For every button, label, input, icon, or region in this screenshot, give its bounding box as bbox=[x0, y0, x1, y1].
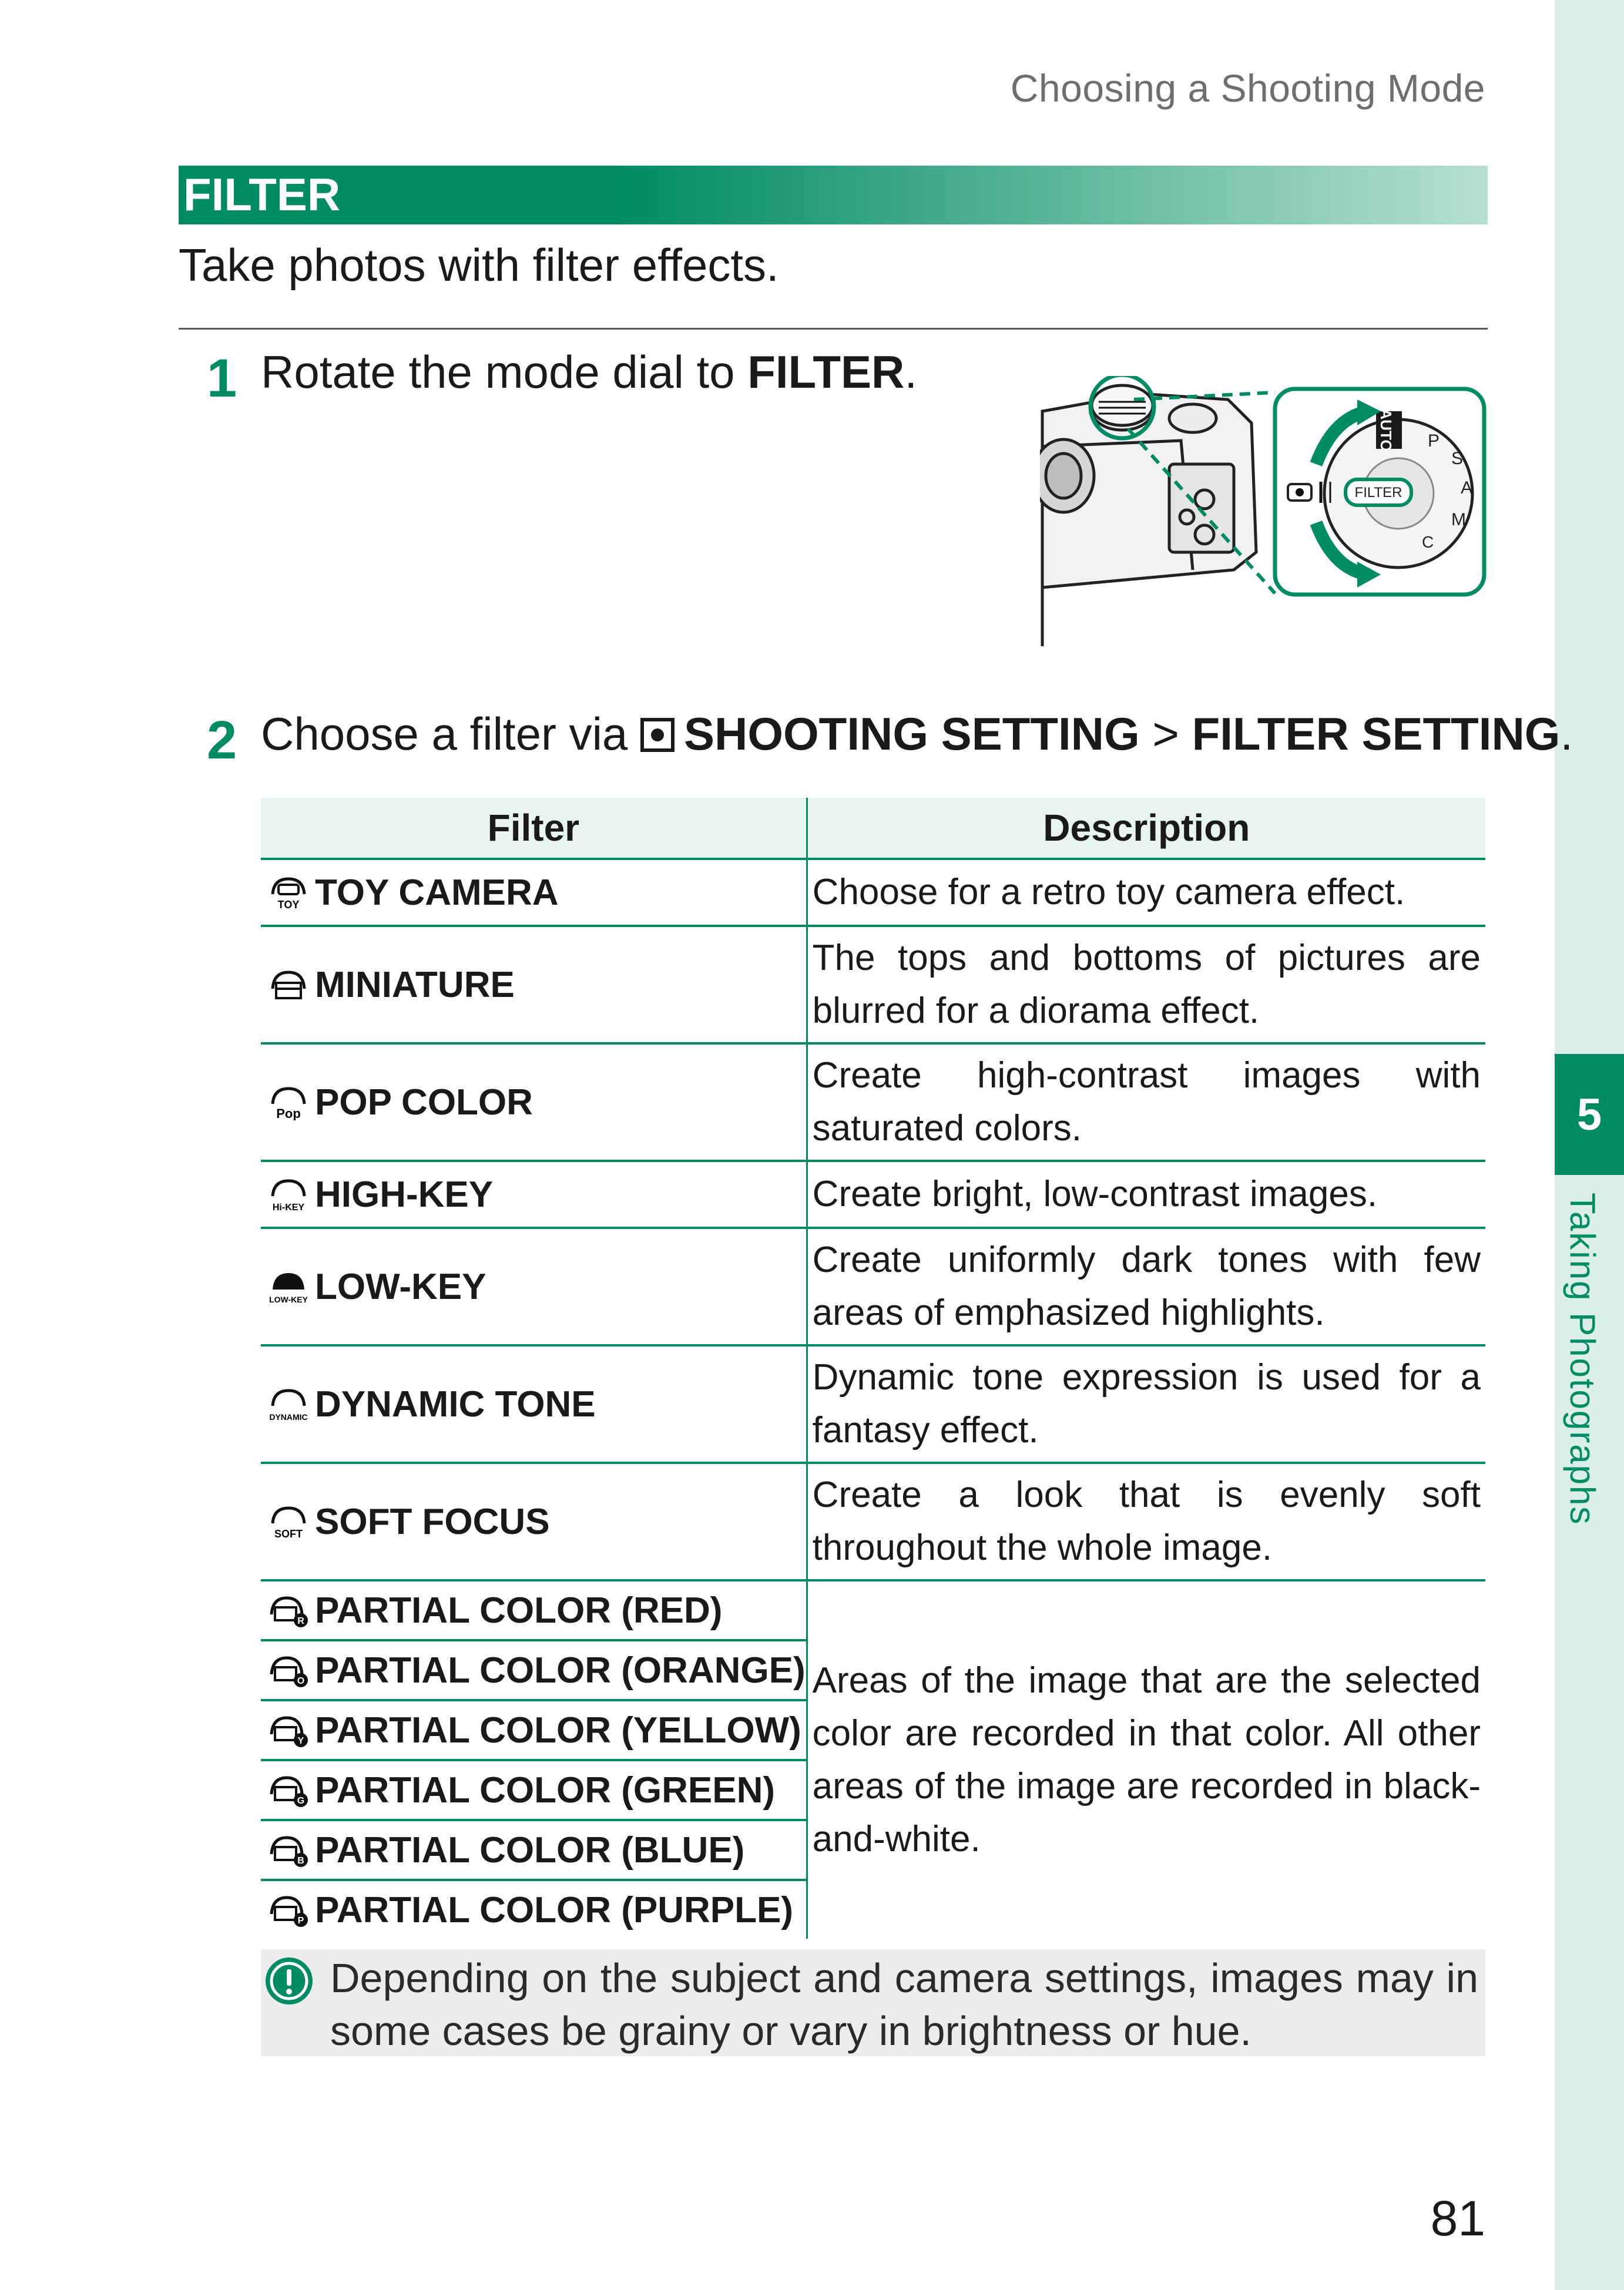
partial-color-yellow-icon bbox=[268, 1714, 309, 1748]
svg-text:P: P bbox=[1428, 431, 1440, 451]
section-intro: Take photos with filter effects. bbox=[179, 239, 779, 291]
step-2-text: Choose a filter via SHOOTING SETTING > FILTER SETTING. bbox=[261, 708, 1573, 760]
step-2-number: 2 bbox=[207, 710, 237, 770]
svg-text:P: P bbox=[297, 1915, 304, 1926]
svg-text:G: G bbox=[297, 1795, 305, 1806]
section-title-bar bbox=[179, 166, 1488, 224]
svg-text:Hi-KEY: Hi-KEY bbox=[272, 1202, 305, 1213]
table-row: O PARTIAL COLOR (ORANGE) bbox=[261, 1640, 1485, 1700]
table-row: R PARTIAL COLOR (RED) Areas of the image that are the selected color are recorded in that color. All other areas of the image are recorded in black-and-white. bbox=[261, 1580, 1485, 1640]
table-row: TOY TOY CAMERA Choose for a retro toy camera effect. bbox=[261, 859, 1485, 926]
section-title: FILTER bbox=[183, 169, 341, 220]
svg-text:Pop: Pop bbox=[276, 1106, 301, 1120]
table-row: G PARTIAL COLOR (GREEN) bbox=[261, 1760, 1485, 1820]
chapter-number-tab: 5 bbox=[1555, 1054, 1624, 1175]
description-column-header: Description bbox=[807, 798, 1485, 859]
step-1-text: Rotate the mode dial to FILTER. bbox=[261, 346, 918, 398]
table-row: Hi-KEY HIGH-KEY Create bright, low-contrast images. bbox=[261, 1161, 1485, 1228]
table-row: Y PARTIAL COLOR (YELLOW) bbox=[261, 1700, 1485, 1760]
partial-color-green-icon bbox=[268, 1774, 309, 1808]
partial-color-description: Areas of the image that are the selected color are recorded in that color. All other areas of the image are recorded in black-and-white. bbox=[812, 1660, 1481, 1859]
high-key-icon bbox=[268, 1178, 309, 1213]
svg-text:DYNAMIC: DYNAMIC bbox=[269, 1412, 308, 1422]
table-row: B PARTIAL COLOR (BLUE) bbox=[261, 1820, 1485, 1880]
svg-text:S: S bbox=[1451, 449, 1464, 468]
soft-focus-icon bbox=[268, 1506, 309, 1540]
svg-text:FILTER: FILTER bbox=[1354, 485, 1402, 501]
partial-color-orange-icon bbox=[268, 1654, 309, 1688]
miniature-icon bbox=[268, 969, 309, 1003]
filter-column-header: Filter bbox=[261, 798, 807, 859]
chapter-title: Taking Photographs bbox=[1563, 1193, 1602, 1526]
svg-text:A: A bbox=[1461, 478, 1473, 498]
page-number: 81 bbox=[1430, 2191, 1485, 2246]
table-row: Pop POP COLOR Create high-contrast images with saturated colors. bbox=[261, 1043, 1485, 1161]
caution-note bbox=[261, 1949, 1485, 2056]
svg-text:TOY: TOY bbox=[277, 898, 300, 911]
dynamic-tone-icon bbox=[268, 1388, 309, 1422]
table-row: DYNAMIC DYNAMIC TONE Dynamic tone expression is used for a fantasy effect. bbox=[261, 1345, 1485, 1463]
partial-color-purple-icon bbox=[268, 1894, 309, 1928]
mode-dial-illustration bbox=[1040, 376, 1488, 650]
table-row: SOFT SOFT FOCUS Create a look that is evenly soft throughout the whole image. bbox=[261, 1463, 1485, 1580]
caution-icon bbox=[264, 1956, 314, 2006]
filter-table bbox=[261, 798, 1485, 1939]
shooting-menu-icon bbox=[640, 718, 675, 752]
svg-text:SOFT: SOFT bbox=[274, 1527, 303, 1540]
pop-color-icon bbox=[268, 1086, 309, 1120]
divider bbox=[179, 328, 1488, 330]
svg-text:B: B bbox=[297, 1855, 304, 1866]
svg-text:AUTO: AUTO bbox=[1377, 408, 1395, 452]
svg-text:M: M bbox=[1451, 510, 1466, 529]
toy-camera-icon bbox=[268, 877, 309, 911]
partial-color-red-icon bbox=[268, 1594, 309, 1628]
table-row: LOW-KEY LOW-KEY Create uniformly dark tones with few areas of emphasized highlights. bbox=[261, 1228, 1485, 1345]
svg-text:LOW-KEY: LOW-KEY bbox=[269, 1294, 308, 1304]
caution-text: Depending on the subject and camera settings, images may in some cases be grainy or vary in brightness or hue. bbox=[330, 1955, 1478, 2054]
svg-text:Y: Y bbox=[297, 1735, 304, 1746]
partial-color-blue-icon bbox=[268, 1834, 309, 1868]
svg-text:C: C bbox=[1422, 533, 1434, 551]
step-1-number: 1 bbox=[207, 348, 237, 408]
table-row: P PARTIAL COLOR (PURPLE) bbox=[261, 1880, 1485, 1939]
table-row: MINIATURE The tops and bottoms of pictures are blurred for a diorama effect. bbox=[261, 926, 1485, 1043]
svg-text:O: O bbox=[297, 1675, 305, 1686]
running-header: Choosing a Shooting Mode bbox=[1010, 66, 1485, 110]
low-key-icon bbox=[268, 1271, 309, 1305]
svg-text:R: R bbox=[297, 1616, 304, 1626]
